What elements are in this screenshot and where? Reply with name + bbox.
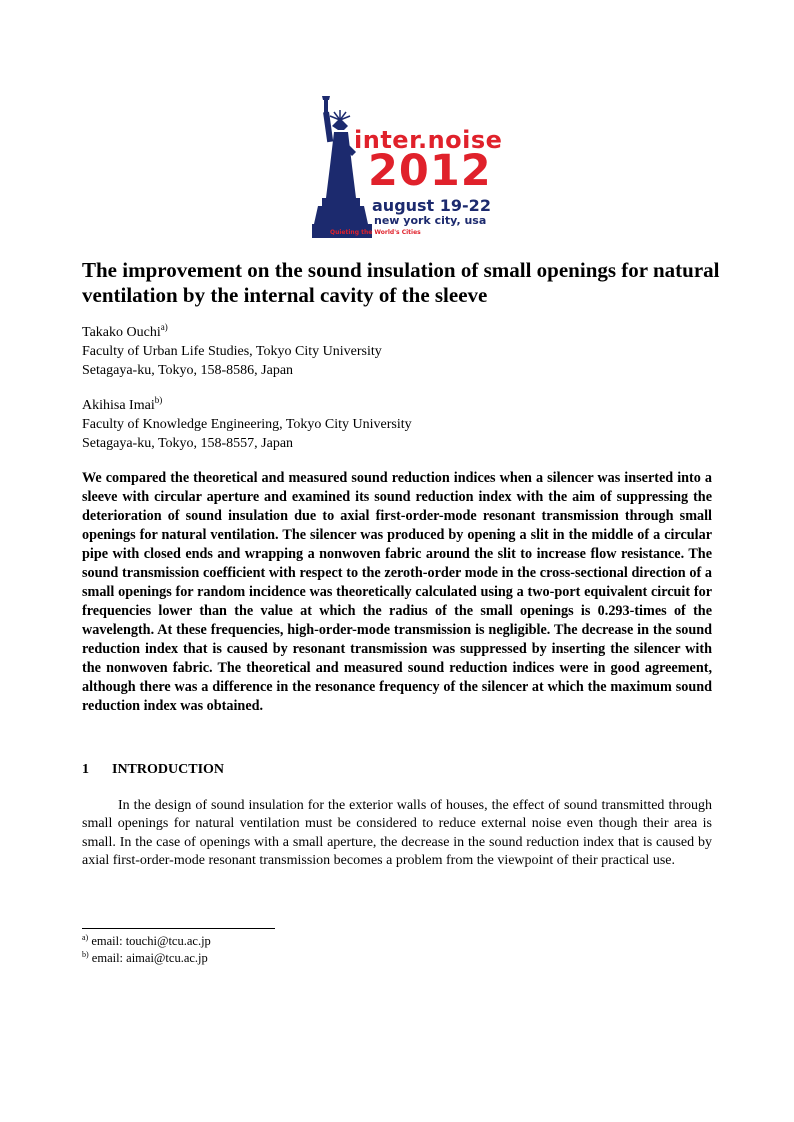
logo-line-4: new york city, usa [374,214,487,227]
author-name-text: Akihisa Imai [82,398,155,413]
conference-logo [312,96,503,242]
author-name-text: Takako Ouchi [82,325,161,340]
body-paragraph: In the design of sound insulation for the exterior walls of houses, the effect of sound transmitted through small openings for natural ventilation must be considered to reduce external noise even though their area is small. In the case of openings with a small aperture, the decrease in the sound reduction index that is caused by axial first-order-mode resonant transmission becomes a problem from the viewpoint of their practical use. [82,798,712,869]
author-address: Setagaya-ku, Tokyo, 158-8586, Japan [82,363,294,378]
author-block [82,323,722,380]
author-name [82,323,722,342]
author-mark: a) [160,322,168,332]
footnote-mark: a) [82,933,89,942]
paper-title: The improvement on the sound insulation of small openings for natural ventilation by the internal cavity of the sleeve [82,258,720,307]
author-block [82,396,722,453]
author-affiliation: Faculty of Urban Life Studies, Tokyo City University [82,344,382,359]
logo-line-1: inter.noise [354,126,503,154]
logo-line-3: august 19-22 [372,196,491,215]
author-mark: b) [154,395,163,405]
footnote-mark: b) [82,950,89,959]
section-heading [82,762,224,778]
logo-line-2: 2012 [368,146,492,196]
footnote-text: email: touchi@tcu.ac.jp [91,934,211,948]
section-title: INTRODUCTION [112,762,225,777]
author-affiliation: Faculty of Knowledge Engineering, Tokyo City University [82,417,412,432]
footnote [82,951,208,966]
footnote [82,934,211,949]
logo-tagline: Quieting the World's Cities [330,229,421,236]
abstract: We compared the theoretical and measured sound reduction indices when a silencer was inserted into a sleeve with circular aperture and examined its sound reduction index with the aim of suppressing the deterioration of sound insulation due to axial first-order-mode resonant transmission through small openings for natural ventilation. The silencer was produced by opening a slit in the middle of a circular pipe with closed ends and wrapping a nonwoven fabric around the slit to increase flow resistance. The sound transmission coefficient with respect to the zeroth-order mode in the cross-sectional direction of a small openings for random incidence was theoretically calculated using a two-port equivalent circuit for frequencies lower than the value at which the radius of the small openings is 0.293-times of the wavelength. At these frequencies, high-order-mode transmission is negligible. The decrease in the sound reduction index that is caused by resonant transmission was suppressed by inserting the silencer with the nonwoven fabric. The theoretical and measured sound reduction indices were in good agreement, although there was a difference in the resonance frequency of the silencer at which the maximum sound reduction index was obtained. [82,470,712,714]
section-number: 1 [82,762,89,777]
author-name [82,396,722,415]
footnote-text: email: aimai@tcu.ac.jp [91,951,208,965]
footnote-divider [82,928,275,929]
author-address: Setagaya-ku, Tokyo, 158-8557, Japan [82,436,294,451]
